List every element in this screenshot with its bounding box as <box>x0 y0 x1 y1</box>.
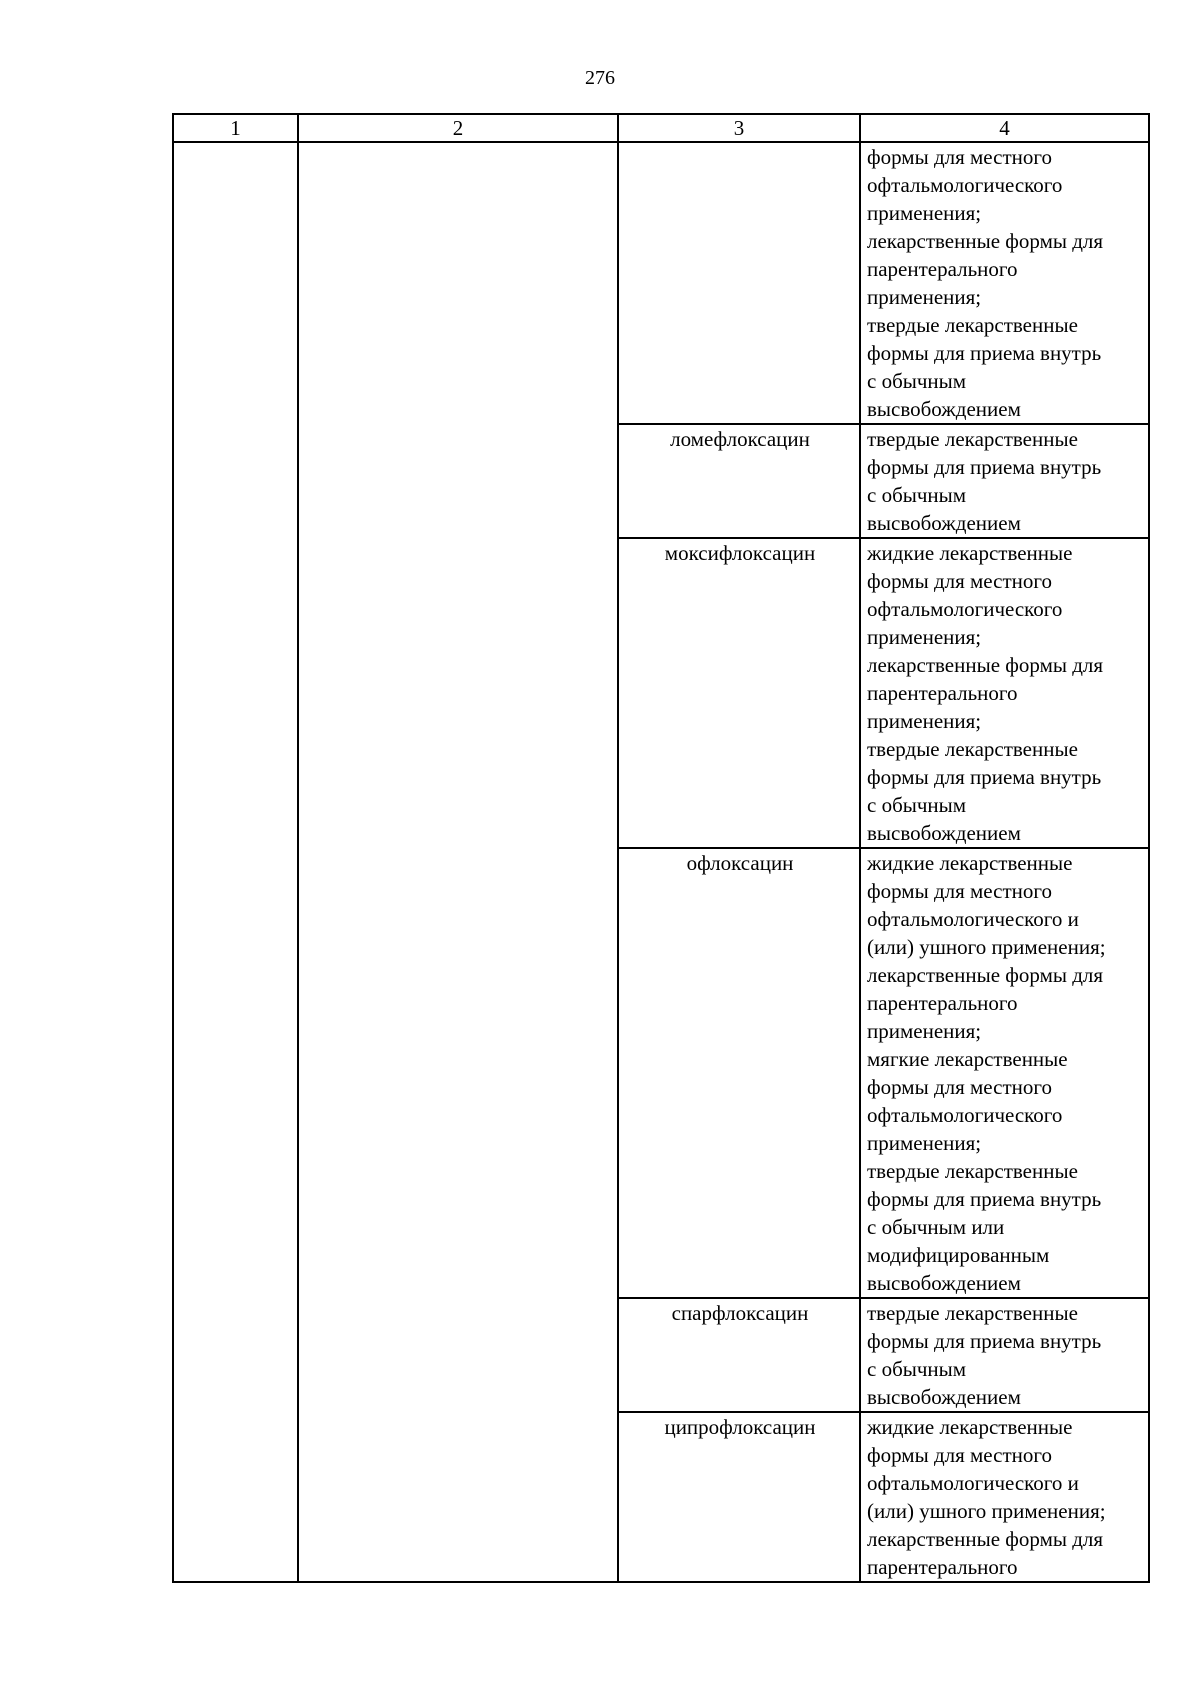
drug-name-cell: моксифлоксацин <box>618 538 860 848</box>
dosage-form-line: с обычным или <box>867 1215 1005 1239</box>
drug-name-cell: ломефлоксацин <box>618 424 860 538</box>
dosage-form-line: с обычным <box>867 793 967 817</box>
dosage-form-line: офтальмологического и <box>867 1471 1079 1495</box>
dosage-forms-cell <box>860 1298 1149 1412</box>
dosage-form-line: (или) ушного применения; <box>867 1499 1106 1523</box>
dosage-form-line: формы для приема внутрь <box>867 765 1102 789</box>
dosage-form-line: высвобождением <box>867 511 1021 535</box>
dosage-form-line: парентерального <box>867 991 1018 1015</box>
dosage-form-line: парентерального <box>867 1555 1018 1579</box>
column-1-cell <box>173 142 298 1582</box>
dosage-form-line: лекарственные формы для <box>867 963 1104 987</box>
dosage-form-line: лекарственные формы для <box>867 1527 1104 1551</box>
dosage-form-line: твердые лекарственные <box>867 313 1078 337</box>
table-header-row <box>173 114 1149 142</box>
dosage-form-line: применения; <box>867 1019 982 1043</box>
dosage-form-line: формы для приема внутрь <box>867 455 1102 479</box>
dosage-form-line: формы для местного <box>867 1443 1052 1467</box>
dosage-form-line: высвобождением <box>867 821 1021 845</box>
dosage-form-line: мягкие лекарственные <box>867 1047 1068 1071</box>
dosage-form-line: формы для приема внутрь <box>867 1329 1102 1353</box>
dosage-form-line: лекарственные формы для <box>867 229 1104 253</box>
dosage-form-line: применения; <box>867 625 982 649</box>
dosage-form-line: формы для приема внутрь <box>867 341 1102 365</box>
column-header-4: 4 <box>860 114 1149 142</box>
dosage-form-line: формы для приема внутрь <box>867 1187 1102 1211</box>
column-2-cell <box>298 142 618 1582</box>
dosage-forms-cell <box>860 848 1149 1298</box>
dosage-forms-cell <box>860 424 1149 538</box>
dosage-form-line: твердые лекарственные <box>867 1301 1078 1325</box>
dosage-form-line: формы для местного <box>867 879 1052 903</box>
dosage-form-line: применения; <box>867 709 982 733</box>
drug-name-cell: офлоксацин <box>618 848 860 1298</box>
dosage-form-line: применения; <box>867 201 982 225</box>
dosage-forms-cell <box>860 538 1149 848</box>
dosage-forms-cell <box>860 142 1149 424</box>
drug-name-cell: ципрофлоксацин <box>618 1412 860 1582</box>
medicines-table <box>172 113 1150 1583</box>
drug-name-cell: спарфлоксацин <box>618 1298 860 1412</box>
dosage-form-line: твердые лекарственные <box>867 737 1078 761</box>
dosage-form-line: твердые лекарственные <box>867 1159 1078 1183</box>
dosage-form-line: применения; <box>867 1131 982 1155</box>
dosage-form-line: с обычным <box>867 1357 967 1381</box>
dosage-form-line: высвобождением <box>867 1385 1021 1409</box>
dosage-form-line: парентерального <box>867 257 1018 281</box>
dosage-form-line: с обычным <box>867 483 967 507</box>
dosage-form-line: высвобождением <box>867 397 1021 421</box>
dosage-form-line: лекарственные формы для <box>867 653 1104 677</box>
drug-name-cell <box>618 142 860 424</box>
dosage-form-line: жидкие лекарственные <box>867 1415 1073 1439</box>
dosage-form-line: офтальмологического <box>867 173 1063 197</box>
table-row <box>173 142 1149 424</box>
dosage-forms-cell <box>860 1412 1149 1582</box>
dosage-form-line: парентерального <box>867 681 1018 705</box>
dosage-form-line: формы для местного <box>867 145 1052 169</box>
dosage-form-line: высвобождением <box>867 1271 1021 1295</box>
dosage-form-line: с обычным <box>867 369 967 393</box>
dosage-form-line: офтальмологического <box>867 597 1063 621</box>
dosage-form-line: твердые лекарственные <box>867 427 1078 451</box>
dosage-form-line: жидкие лекарственные <box>867 851 1073 875</box>
dosage-form-line: жидкие лекарственные <box>867 541 1073 565</box>
dosage-form-line: формы для местного <box>867 1075 1052 1099</box>
dosage-form-line: офтальмологического и <box>867 907 1079 931</box>
dosage-form-line: формы для местного <box>867 569 1052 593</box>
dosage-form-line: модифицированным <box>867 1243 1050 1267</box>
dosage-form-line: офтальмологического <box>867 1103 1063 1127</box>
dosage-form-line: (или) ушного применения; <box>867 935 1106 959</box>
column-header-1: 1 <box>173 114 298 142</box>
page-number: 276 <box>585 67 615 89</box>
column-header-3: 3 <box>618 114 860 142</box>
column-header-2: 2 <box>298 114 618 142</box>
dosage-form-line: применения; <box>867 285 982 309</box>
